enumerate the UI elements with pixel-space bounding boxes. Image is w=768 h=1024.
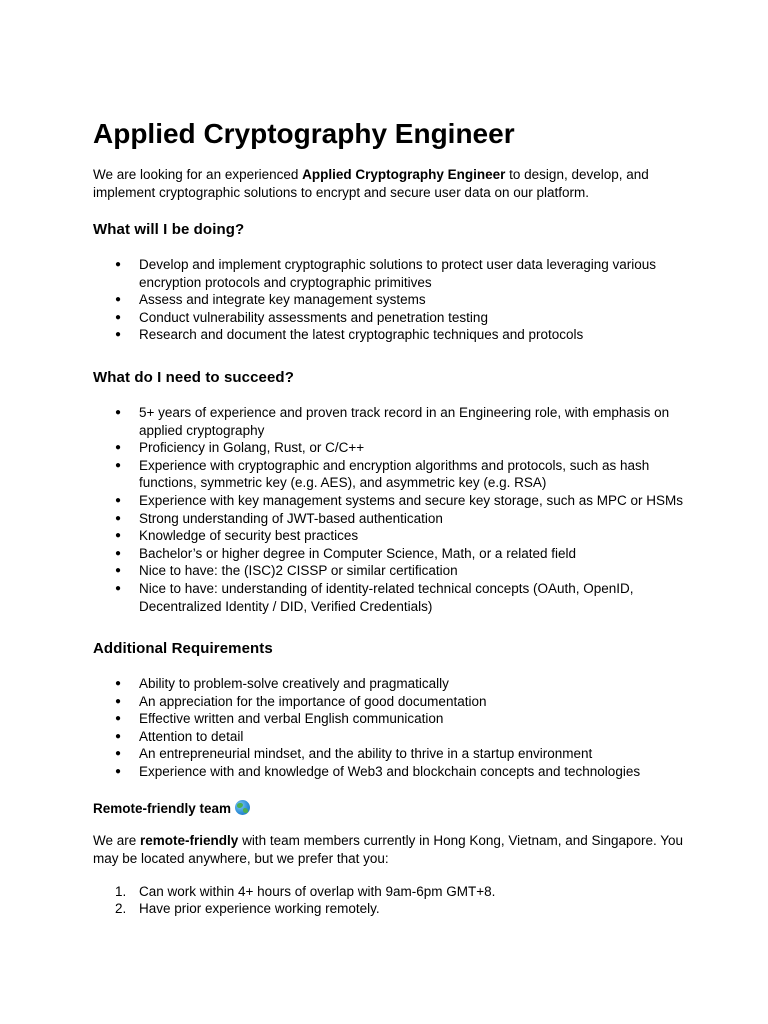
list-additional xyxy=(93,675,693,781)
item-number: 2. xyxy=(115,901,127,917)
intro-text-before: We are looking for an experienced xyxy=(93,167,303,182)
page-title: Applied Cryptography Engineer xyxy=(93,118,515,149)
list-item: ● Experience with and knowledge of Web3 and blockchain concepts and technologies xyxy=(93,763,693,781)
document-content xyxy=(93,112,693,918)
item-number: 1. xyxy=(115,883,127,899)
heading-remote-text: Remote-friendly team xyxy=(93,800,232,816)
globe-icon xyxy=(235,800,250,815)
list-item: ● An appreciation for the importance of good documentation xyxy=(93,693,693,711)
list-remote xyxy=(93,883,693,918)
list-item: ● Develop and implement cryptographic solutions to protect user data leveraging various encryption protocols and cryptographic primitives xyxy=(93,256,693,291)
heading-additional: Additional Requirements xyxy=(93,640,273,658)
remote-text-after: with team members currently in Hong Kong, Vietnam, and Singapore. You may be located anywhere, but we prefer that you: xyxy=(93,832,684,866)
heading-succeed: What do I need to succeed? xyxy=(93,368,294,386)
list-item: ● Strong understanding of JWT-based authentication xyxy=(93,510,693,528)
list-item: ● Knowledge of security best practices xyxy=(93,527,693,545)
list-item: ● Assess and integrate key management systems xyxy=(93,291,693,309)
list-item: ● Research and document the latest cryptographic techniques and protocols xyxy=(93,326,693,344)
list-succeed xyxy=(93,404,693,615)
list-item: ● An entrepreneurial mindset, and the ability to thrive in a startup environment xyxy=(93,745,693,763)
list-what-doing xyxy=(93,256,693,344)
numbered-item xyxy=(93,883,693,901)
list-item: ● Nice to have: understanding of identity-related technical concepts (OAuth, OpenID, Decentralized Identity / DID, Verified Credentials) xyxy=(93,580,693,615)
numbered-item xyxy=(93,900,693,918)
list-item: ● Effective written and verbal English communication xyxy=(93,710,693,728)
list-item: ● Experience with cryptographic and encryption algorithms and protocols, such as hash functions, symmetric key (e.g. AES), and asymmetric key (e.g. RSA) xyxy=(93,457,693,492)
remote-text-before: We are xyxy=(93,832,141,848)
remote-text-bold: remote-friendly xyxy=(140,832,239,848)
remote-paragraph xyxy=(93,832,693,868)
list-item: ● Bachelor’s or higher degree in Computer Science, Math, or a related field xyxy=(93,545,693,563)
item-text: Can work within 4+ hours of overlap with 9am-6pm GMT+8. xyxy=(139,883,496,899)
heading-what-doing: What will I be doing? xyxy=(93,221,245,238)
intro-paragraph xyxy=(93,166,693,202)
list-item: ● Experience with key management systems and secure key storage, such as MPC or HSMs xyxy=(93,492,693,510)
list-item: ● Nice to have: the (ISC)2 CISSP or similar certification xyxy=(93,562,693,580)
list-item: ● Attention to detail xyxy=(93,728,693,746)
intro-text-after: to design, develop, and implement cryptographic solutions to encrypt and secure user data on our platform. xyxy=(93,167,649,200)
heading-remote xyxy=(93,800,693,818)
intro-text-bold: Applied Cryptography Engineer xyxy=(302,167,506,182)
list-item: ● Proficiency in Golang, Rust, or C/C++ xyxy=(93,439,693,457)
item-text: Have prior experience working remotely. xyxy=(139,901,380,917)
list-item: ● 5+ years of experience and proven track record in an Engineering role, with emphasis on applied cryptography xyxy=(93,404,693,439)
list-item: ● Ability to problem-solve creatively and pragmatically xyxy=(93,675,693,693)
list-item: ● Conduct vulnerability assessments and penetration testing xyxy=(93,309,693,327)
